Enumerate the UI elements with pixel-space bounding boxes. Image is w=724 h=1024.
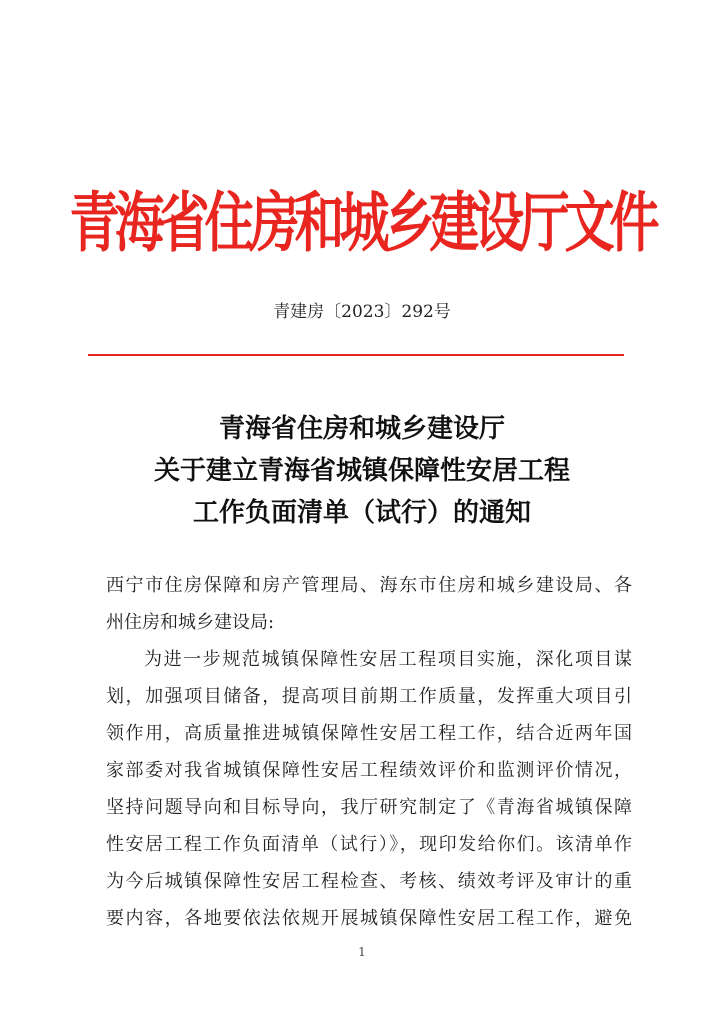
body-line: 划，加强项目储备，提高项目前期工作质量，发挥重大项目引 [106, 686, 632, 707]
red-divider-line [88, 354, 624, 356]
body-line: 领作用，高质量推进城镇保障性安居工程工作，结合近两年国 [106, 723, 632, 744]
body-line: 为今后城镇保障性安居工程检查、考核、绩效考评及审计的重 [106, 871, 632, 892]
title-line: 工作负面清单（试行）的通知 [192, 498, 531, 528]
body-line: 西宁市住房保障和房产管理局、海东市住房和城乡建设局、各 [106, 575, 632, 596]
document-number: 青建房〔2023〕292号 [273, 302, 451, 322]
body-line: 州住房和城乡建设局: [106, 612, 275, 633]
document-header-title: 青海省住房和城乡建设厅文件 [69, 185, 655, 261]
body-line: 家部委对我省城镇保障性安居工程绩效评价和监测评价情况， [106, 760, 632, 781]
body-line: 要内容，各地要依法依规开展城镇保障性安居工程工作，避免 [106, 908, 632, 929]
body-line: 坚持问题导向和目标导向，我厅研究制定了《青海省城镇保障 [106, 797, 632, 818]
notice-title [0, 408, 724, 534]
body-line: 性安居工程工作负面清单（试行）》，现印发给你们。该清单作 [106, 834, 632, 855]
page-number: 1 [358, 945, 366, 959]
title-line: 青海省住房和城乡建设厅 [218, 414, 505, 444]
body-line: 为进一步规范城镇保障性安居工程项目实施，深化项目谋 [144, 649, 632, 670]
notice-body [106, 567, 632, 937]
title-line: 关于建立青海省城镇保障性安居工程 [153, 456, 570, 486]
